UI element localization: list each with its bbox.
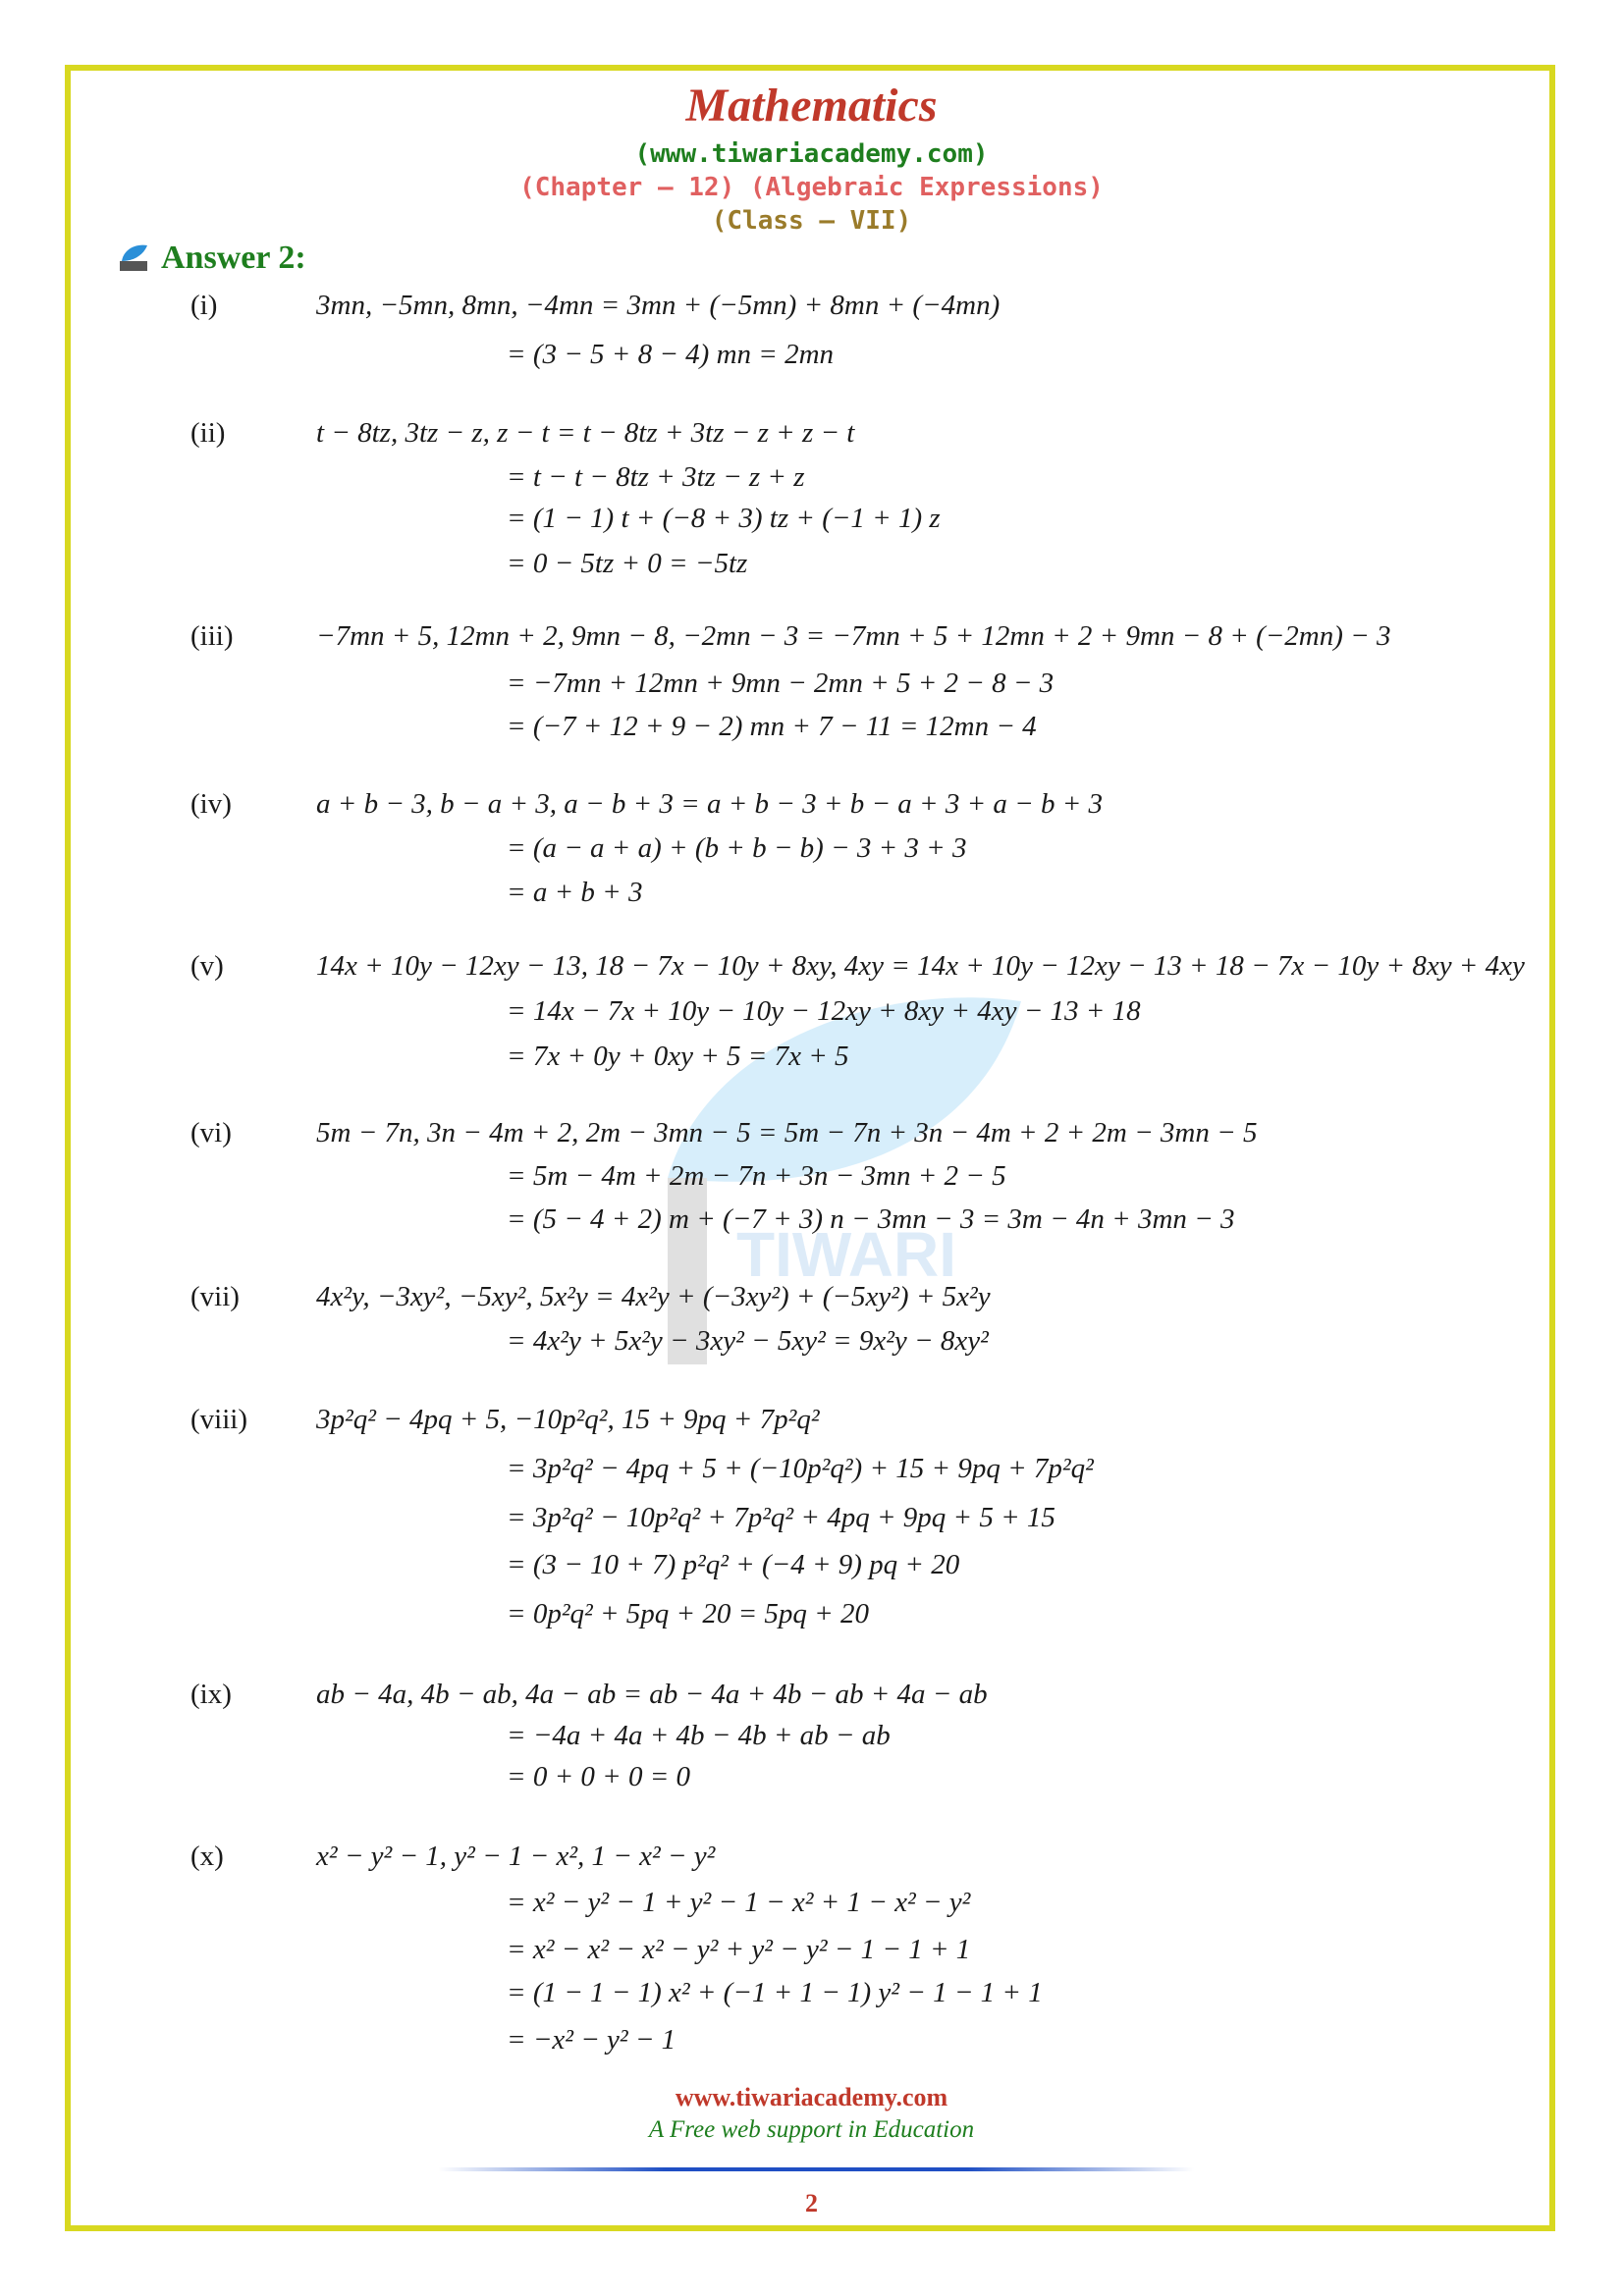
part-label: (vi) [190,1117,232,1148]
step-line: = t − t − 8tz + 3tz − z + z [507,461,805,493]
expression-line: 3mn, −5mn, 8mn, −4mn = 3mn + (−5mn) + 8mn + (−4mn) [316,290,1001,321]
step-line: = (a − a + a) + (b + b − b) − 3 + 3 + 3 [507,832,967,864]
step-line: = 3p²q² − 4pq + 5 + (−10p²q²) + 15 + 9pq + 7p²q² [507,1453,1094,1484]
step-line: = 0p²q² + 5pq + 20 = 5pq + 20 [507,1598,869,1629]
step-line: = 0 + 0 + 0 = 0 [507,1761,691,1792]
tiwari-logo-icon [116,241,151,275]
step-line: = (3 − 5 + 8 − 4) mn = 2mn [507,339,835,370]
part-label: (v) [190,950,224,982]
part-label: (iii) [190,620,234,652]
expression-line: 3p²q² − 4pq + 5, −10p²q², 15 + 9pq + 7p²q² [316,1404,820,1435]
part-label: (viii) [190,1404,247,1435]
part-label: (x) [190,1841,224,1872]
step-line: = (5 − 4 + 2) m + (−7 + 3) n − 3mn − 3 = 3m − 4n + 3mn − 3 [507,1203,1235,1235]
footer-divider [438,2167,1194,2171]
footer-site[interactable]: www.tiwariacademy.com [675,2083,948,2111]
part-label: (iv) [190,788,232,820]
step-line: = 5m − 4m + 2m − 7n + 3n − 3mn + 2 − 5 [507,1160,1006,1192]
step-line: = 14x − 7x + 10y − 10y − 12xy + 8xy + 4xy − 13 + 18 [507,995,1141,1027]
page-number: 2 [805,2189,818,2217]
part-label: (i) [190,290,218,321]
expression-line: t − 8tz, 3tz − z, z − t = t − 8tz + 3tz − z + z − t [316,417,855,449]
step-line: = (1 − 1) t + (−8 + 3) tz + (−1 + 1) z [507,503,941,534]
step-line: = 4x²y + 5x²y − 3xy² − 5xy² = 9x²y − 8xy² [507,1325,989,1357]
watermark-text: TIWARI [736,1219,956,1290]
expression-line: x² − y² − 1, y² − 1 − x², 1 − x² − y² [316,1841,716,1872]
step-line: = (−7 + 12 + 9 − 2) mn + 7 − 11 = 12mn − 4 [507,711,1037,742]
step-line: = −7mn + 12mn + 9mn − 2mn + 5 + 2 − 8 − 3 [507,667,1055,699]
step-line: = (1 − 1 − 1) x² + (−1 + 1 − 1) y² − 1 − 1 + 1 [507,1977,1043,2008]
expression-line: ab − 4a, 4b − ab, 4a − ab = ab − 4a + 4b − ab + 4a − ab [316,1679,988,1710]
expression-line: 5m − 7n, 3n − 4m + 2, 2m − 3mn − 5 = 5m − 7n + 3n − 4m + 2 + 2m − 3mn − 5 [316,1117,1258,1148]
step-line: = 7x + 0y + 0xy + 5 = 7x + 5 [507,1041,849,1072]
step-line: = −4a + 4a + 4b − 4b + ab − ab [507,1720,891,1751]
footer-tagline: A Free web support in Education [648,2116,975,2143]
step-line: = x² − y² − 1 + y² − 1 − x² + 1 − x² − y² [507,1887,971,1918]
expression-line: −7mn + 5, 12mn + 2, 9mn − 8, −2mn − 3 = −7mn + 5 + 12mn + 2 + 9mn − 8 + (−2mn) − 3 [316,620,1391,652]
header-site[interactable]: (www.tiwariacademy.com) [634,139,989,169]
step-line: = −x² − y² − 1 [507,2024,676,2056]
step-line: = 3p²q² − 10p²q² + 7p²q² + 4pq + 9pq + 5 + 15 [507,1502,1055,1533]
step-line: = (3 − 10 + 7) p²q² + (−4 + 9) pq + 20 [507,1549,960,1580]
class-label: (Class – VII) [711,206,912,236]
part-label: (ix) [190,1679,232,1710]
step-line: = x² − x² − x² − y² + y² − y² − 1 − 1 + 1 [507,1934,971,1965]
step-line: = a + b + 3 [507,877,643,908]
part-label: (vii) [190,1281,240,1312]
part-label: (ii) [190,417,226,449]
chapter-label: (Chapter – 12) (Algebraic Expressions) [519,173,1104,202]
expression-line: 4x²y, −3xy², −5xy², 5x²y = 4x²y + (−3xy²) + (−5xy²) + 5x²y [316,1281,991,1312]
answer-title: Answer 2: [161,240,306,276]
page-title: Mathematics [685,80,938,132]
expression-line: a + b − 3, b − a + 3, a − b + 3 = a + b − 3 + b − a + 3 + a − b + 3 [316,788,1104,820]
answer-heading [116,240,306,277]
expression-line: 14x + 10y − 12xy − 13, 18 − 7x − 10y + 8xy, 4xy = 14x + 10y − 12xy − 13 + 18 − 7x − 10y + 8xy + 4xy [316,950,1525,982]
step-line: = 0 − 5tz + 0 = −5tz [507,548,748,579]
